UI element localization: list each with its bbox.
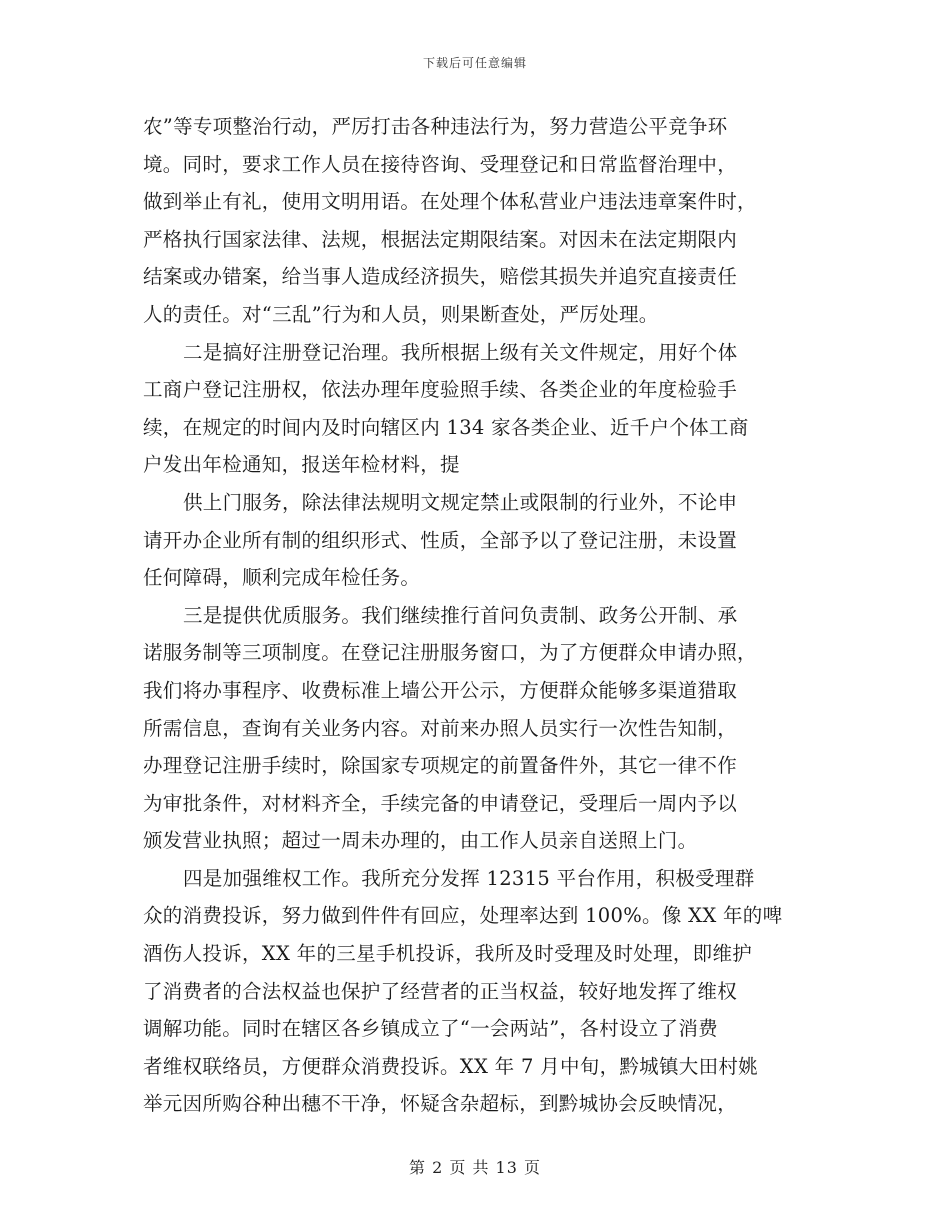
text-line: 三是提供优质服务。我们继续推行首问负责制、政务公开制、承 — [183, 603, 738, 627]
text-line: 严格执行国家法律、法规，根据法定期限结案。对因未在法定期限内 — [143, 227, 738, 251]
page-footer: 第 2 页 共 13 页 — [409, 1158, 541, 1177]
text-line: 农”等专项整治行动，严厉打击各种违法行为，努力营造公平竞争环 — [143, 115, 728, 138]
text-line: 酒伤人投诉，XX 年的三星手机投诉，我所及时受理及时处理，即维护 — [143, 942, 753, 966]
text-line: 做到举止有礼，使用文明用语。在处理个体私营业户违法违章案件时， — [143, 190, 757, 214]
text-line: 了消费者的合法权益也保护了经营者的正当权益，较好地发挥了维权 — [143, 979, 738, 1003]
text-line: 诺服务制等三项制度。在登记注册服务窗口，为了方便群众申请办照， — [143, 641, 757, 665]
text-line: 二是搞好注册登记治理。我所根据上级有关文件规定，用好个体 — [183, 340, 738, 364]
text-line: 四是加强维权工作。我所充分发挥 12315 平台作用，积极受理群 — [183, 866, 755, 890]
text-line: 办理登记注册手续时，除国家专项规定的前置备件外，其它一律不作 — [143, 754, 738, 778]
text-line: 境。同时，要求工作人员在接待咨询、受理登记和日常监督治理中， — [143, 152, 738, 176]
text-line: 所需信息，查询有关业务内容。对前来办照人员实行一次性告知制， — [143, 716, 738, 740]
text-line: 任何障碍，顺利完成年检任务。 — [143, 566, 421, 590]
page-header: 下载后可任意编辑 — [422, 56, 527, 70]
text-line: 调解功能。同时在辖区各乡镇成立了“一会两站”，各村设立了消费 — [143, 1017, 718, 1041]
text-line: 供上门服务，除法律法规明文规定禁止或限制的行业外，不论申 — [183, 490, 738, 514]
text-line: 为审批条件，对材料齐全，手续完备的申请登记，受理后一周内予以 — [143, 791, 738, 815]
text-line: 颁发营业执照；超过一周未办理的，由工作人员亲自送照上门。 — [143, 829, 698, 853]
text-line: 者维权联络员，方便群众消费投诉。XX 年 7 月中旬，黔城镇大田村姚 — [143, 1054, 758, 1078]
text-line: 续，在规定的时间内及时向辖区内 134 家各类企业、近千户个体工商 — [143, 415, 749, 439]
text-line: 人的责任。对“三乱”行为和人员，则果断查处，严厉处理。 — [143, 302, 659, 326]
text-line: 户发出年检通知，报送年检材料，提 — [143, 453, 460, 477]
text-line: 工商户登记注册权，依法办理年度验照手续、各类企业的年度检验手 — [143, 378, 738, 402]
text-line: 举元因所购谷种出穗不干净，怀疑含杂超标，到黔城协会反映情况， — [143, 1092, 738, 1116]
text-line: 我们将办事程序、收费标准上墙公开公示，方便群众能够多渠道猎取 — [143, 678, 738, 702]
text-line: 结案或办错案，给当事人造成经济损失，赔偿其损失并追究直接责任 — [143, 265, 738, 289]
document-body — [143, 108, 808, 1123]
text-line: 请开办企业所有制的组织形式、性质，全部予以了登记注册，未设置 — [143, 528, 738, 552]
text-line: 众的消费投诉，努力做到件件有回应，处理率达到 100%。像 XX 年的啤 — [143, 904, 783, 928]
